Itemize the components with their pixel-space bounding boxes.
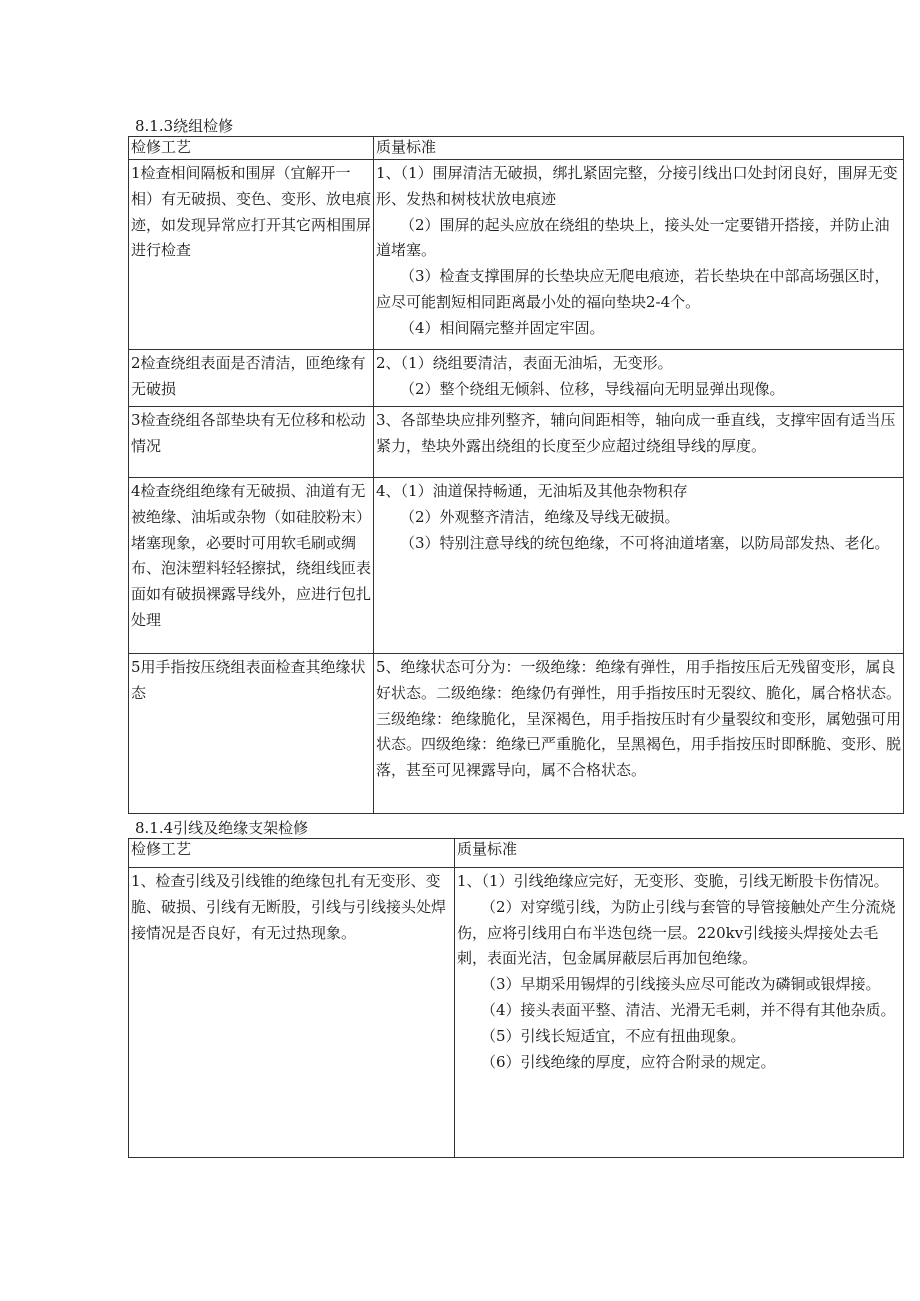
- header-standard: 质量标准: [455, 839, 904, 868]
- leads-maintenance-table: [128, 838, 904, 1158]
- header-process: 检修工艺: [129, 137, 374, 160]
- process-cell: 4检查绕组绝缘有无破损、油道有无被绝缘、油垢或杂物（如硅胶粉末）堵塞现象，必要时可用软毛刷或绸布、泡沫塑料轻轻擦拭，绕组线匝表面如有破损裸露导线外，应进行包扎处理: [129, 478, 374, 654]
- standard-paragraph: （2）围屏的起头应放在绕组的垫块上，接头处一定要错开搭接，并防止油道堵塞。: [376, 215, 890, 260]
- header-standard: 质量标准: [374, 137, 904, 160]
- standard-cell: [455, 868, 904, 1158]
- standard-paragraph: （2）外观整齐清洁，绝缘及导线无破损。: [400, 507, 680, 526]
- standard-paragraph: 1、（1）围屏清洁无破损，绑扎紧固完整，分接引线出口处封闭良好，围屏无变形、发热和树枝状放电痕迹: [376, 164, 898, 208]
- standard-cell: [374, 350, 904, 407]
- standard-paragraph: （6）引线绝缘的厚度，应符合附录的规定。: [481, 1052, 776, 1071]
- process-cell: 2检查绕组表面是否清洁，匝绝缘有无破损: [129, 350, 374, 407]
- standard-paragraph: 4、（1）油道保持畅通，无油垢及其他杂物积存: [376, 482, 688, 500]
- standard-paragraph: 5、绝缘状态可分为：一级绝缘：绝缘有弹性，用手指按压后无残留变形，属良好状态。二级绝缘：绝缘仍有弹性，用手指按压时无裂纹、脆化，属合格状态。三级绝缘：绝缘脆化，呈深褐色，用手指按压时有少量裂纹和变形，属勉强可用状态。四级绝缘：绝缘已严重脆化，呈黑褐色，用手指按压时即酥脆、变形、脱落，甚至可见裸露导向，属不合格状态。: [376, 658, 902, 780]
- process-cell: 1、检查引线及引线锥的绝缘包扎有无变形、变脆、破损、引线有无断股，引线与引线接头处焊接情况是否良好，有无过热现象。: [129, 868, 455, 1158]
- standard-paragraph: （3）特别注意导线的统包绝缘，不可将油道堵塞，以防局部发热、老化。: [400, 533, 890, 552]
- process-cell: 3检查绕组各部垫块有无位移和松动情况: [129, 407, 374, 478]
- section-heading-winding: 8.1.3绕组检修: [135, 117, 234, 135]
- table-row: [129, 160, 904, 350]
- standard-cell: [374, 160, 904, 350]
- standard-paragraph: 2、（1）绕组要清洁，表面无油垢，无变形。: [376, 354, 673, 372]
- standard-paragraph: （5）引线长短适宜，不应有扭曲现象。: [481, 1026, 746, 1045]
- section-heading-leads: 8.1.4引线及绝缘支架检修: [135, 819, 309, 837]
- table-row: [129, 868, 904, 1158]
- header-process: 检修工艺: [129, 839, 455, 868]
- process-cell: 1检查相间隔板和围屏（宜解开一相）有无破损、变色、变形、放电痕迹，如发现异常应打开其它两相围屏进行检查: [129, 160, 374, 350]
- standard-paragraph: （4）相间隔完整并固定牢固。: [400, 318, 605, 337]
- table-header-row: [129, 137, 904, 160]
- table-header-row: [129, 839, 904, 868]
- standard-cell: [374, 407, 904, 478]
- standard-paragraph: （3）早期采用锡焊的引线接头应尽可能改为磷铜或银焊接。: [481, 975, 881, 994]
- standard-cell: [374, 654, 904, 814]
- table-row: [129, 350, 904, 407]
- table-row: [129, 478, 904, 654]
- standard-paragraph: （2）整个绕组无倾斜、位移，导线福向无明显弹出现像。: [400, 379, 785, 398]
- table-row: [129, 654, 904, 814]
- standard-cell: [374, 478, 904, 654]
- table-row: [129, 407, 904, 478]
- standard-paragraph: （3）检查支撑围屏的长垫块应无爬电痕迹，若长垫块在中部高场强区时，应尽可能割短相同距离最小处的福向垫块2-4个。: [376, 267, 890, 311]
- standard-paragraph: （4）接头表面平整、清洁、光滑无毛刺，并不得有其他杂质。: [481, 1000, 896, 1019]
- standard-paragraph: 3、各部垫块应排列整齐，辅向间距相等，轴向成一垂直线，支撑牢固有适当压紧力，垫块外露出绕组的长度至少应超过绕组导线的厚度。: [376, 411, 896, 455]
- winding-maintenance-table: [128, 136, 904, 814]
- standard-paragraph: 1、（1）引线绝缘应完好，无变形、变脆，引线无断股卡伤情况。: [457, 872, 889, 890]
- standard-paragraph: （2）对穿缆引线，为防止引线与套管的导管接触处产生分流烧伤，应将引线用白布半迭包绕一层。220kv引线接头焊接处去毛刺，表面光洁，包金属屏蔽层后再加包绝缘。: [457, 897, 896, 968]
- process-cell: 5用手指按压绕组表面检查其绝缘状态: [129, 654, 374, 814]
